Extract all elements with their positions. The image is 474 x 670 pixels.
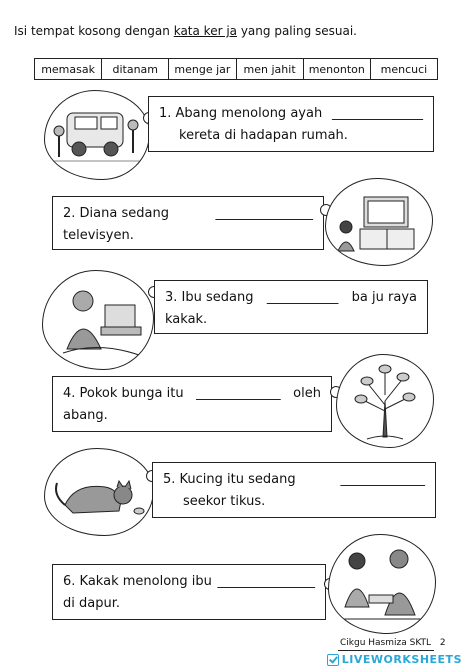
question-text: 4. Pokok bunga itu xyxy=(63,386,184,401)
car-wash-picture xyxy=(44,90,150,180)
word-bank-table xyxy=(34,58,438,80)
word-bank-cell[interactable]: men jahit xyxy=(237,59,304,79)
question-5-box xyxy=(152,462,436,518)
question-1-box xyxy=(148,96,434,152)
question-text: 1. Abang menolong ayah xyxy=(159,106,323,121)
word-bank-cell[interactable]: menge jar xyxy=(169,59,236,79)
answer-blank[interactable]: ______________ xyxy=(332,106,423,121)
instruction-after: yang paling sesuai. xyxy=(237,24,357,38)
answer-blank[interactable]: _____________ xyxy=(196,386,281,401)
answer-blank[interactable]: _____________ xyxy=(340,472,425,487)
word-bank-cell[interactable]: mencuci xyxy=(380,62,428,76)
cat-picture xyxy=(44,448,154,536)
question-text: kereta di hadapan rumah. xyxy=(179,128,348,143)
checkbox-icon xyxy=(327,654,339,666)
question-text: televisyen. xyxy=(63,228,134,243)
question-text: ba ju raya xyxy=(351,290,417,305)
author-name: Cikgu Hasmiza SKTL xyxy=(340,638,432,648)
question-text: kakak. xyxy=(165,312,208,327)
answer-blank[interactable]: _______________ xyxy=(217,574,315,589)
instruction-text xyxy=(14,24,357,38)
brand-text: LIVEWORKSHEETS xyxy=(341,653,462,666)
question-text: 2. Diana sedang xyxy=(63,206,169,221)
question-4-box xyxy=(52,376,332,432)
question-text: di dapur. xyxy=(63,596,120,611)
instruction-before: Isi tempat kosong dengan xyxy=(14,24,174,38)
liveworksheets-logo xyxy=(327,653,462,666)
question-2-box xyxy=(52,196,324,250)
page-number: 2 xyxy=(439,638,446,648)
question-text: oleh xyxy=(293,386,321,401)
word-bank-cell[interactable]: ditanam xyxy=(102,59,169,79)
tree-picture xyxy=(336,354,434,448)
author-credit xyxy=(340,638,446,648)
question-6-box xyxy=(52,564,326,620)
sewing-picture xyxy=(42,270,154,370)
instruction-underlined: kata ker ja xyxy=(173,24,238,38)
question-text: 6. Kakak menolong ibu xyxy=(63,574,212,589)
answer-blank[interactable]: _______________ xyxy=(215,206,313,221)
question-text: seekor tikus. xyxy=(183,494,266,509)
question-3-box xyxy=(154,280,428,334)
answer-blank[interactable]: ___________ xyxy=(266,290,339,305)
kitchen-picture xyxy=(328,534,436,634)
footer-divider xyxy=(338,650,434,651)
television-picture xyxy=(325,178,433,266)
word-bank-cell[interactable]: menonton xyxy=(304,59,371,79)
question-text: abang. xyxy=(63,408,108,423)
question-text: 3. Ibu sedang xyxy=(165,290,254,305)
question-text: 5. Kucing itu sedang xyxy=(163,472,296,487)
word-bank-cell[interactable]: memasak xyxy=(35,59,102,79)
